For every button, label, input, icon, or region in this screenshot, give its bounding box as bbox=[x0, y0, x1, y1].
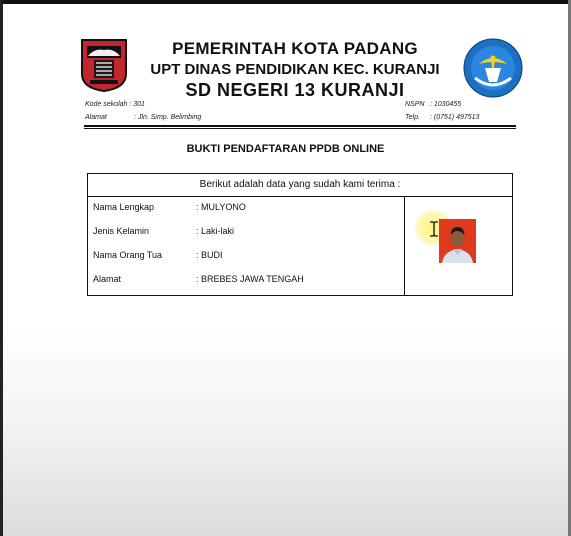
telp-label: Telp. bbox=[405, 114, 420, 121]
photo-column-divider bbox=[404, 196, 405, 295]
header-line-1: PEMERINTAH KOTA PADANG bbox=[172, 39, 418, 58]
kota-padang-emblem-icon bbox=[80, 38, 128, 92]
intro-text: Berikut adalah data yang sudah kami terima : bbox=[88, 174, 512, 197]
field-label-nama-orang-tua: Nama Orang Tua bbox=[93, 250, 163, 260]
field-value-alamat: : BREBES JAWA TENGAH bbox=[196, 274, 304, 284]
telp-value: : (0751) 497513 bbox=[430, 114, 480, 121]
tut-wuri-handayani-logo-icon bbox=[463, 38, 523, 98]
header-rule-thick bbox=[84, 125, 516, 127]
field-value-nama-orang-tua: : BUDI bbox=[196, 250, 223, 260]
field-label-jenis-kelamin: Jenis Kelamin bbox=[93, 226, 150, 236]
screen-frame-top bbox=[0, 0, 571, 4]
screen-frame-left bbox=[0, 0, 3, 536]
header-rule-thin bbox=[84, 128, 516, 129]
text-cursor-icon bbox=[429, 221, 439, 237]
kode-sekolah: Kode sekolah : 301 bbox=[85, 101, 145, 108]
field-value-jenis-kelamin: : Laki-laki bbox=[196, 226, 235, 236]
document-title: BUKTI PENDAFTARAN PPDB ONLINE bbox=[186, 143, 385, 155]
header-line-2: UPT DINAS PENDIDIKAN KEC. KURANJI bbox=[150, 61, 440, 78]
header-line-3: SD NEGERI 13 KURANJI bbox=[185, 80, 405, 100]
field-label-nama-lengkap: Nama Lengkap bbox=[93, 202, 155, 212]
student-photo bbox=[439, 219, 476, 263]
field-label-alamat: Alamat bbox=[93, 274, 122, 284]
npsn-label: NSPN bbox=[405, 101, 425, 108]
field-value-nama-lengkap: : MULYONO bbox=[196, 202, 246, 212]
npsn-value: : 1030455 bbox=[430, 101, 462, 108]
alamat-label: Alamat bbox=[85, 114, 107, 121]
alamat-value: : Jln. Simp. Belimbing bbox=[134, 114, 202, 121]
